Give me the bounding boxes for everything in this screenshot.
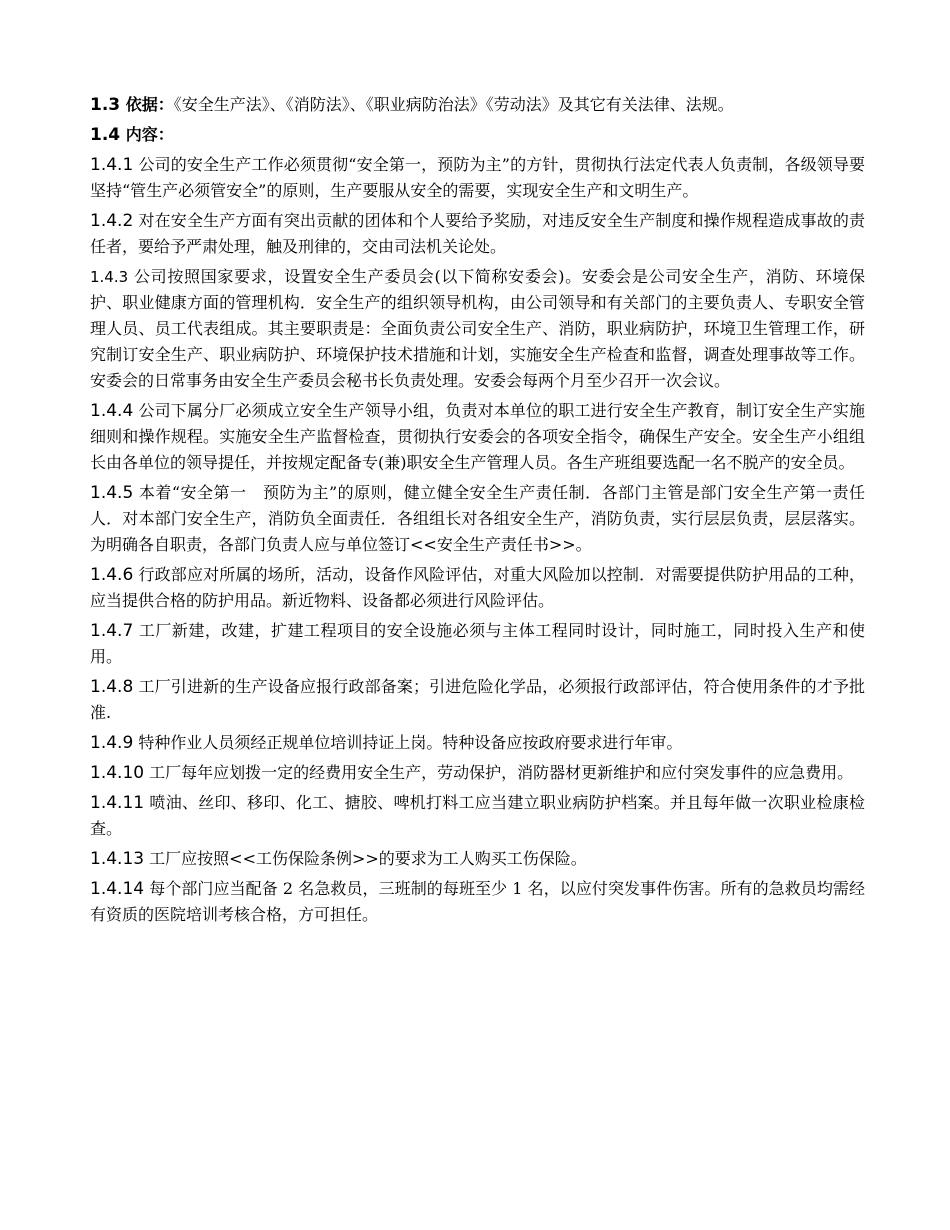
section-number: 1.4 xyxy=(90,125,121,145)
clause-1-4-2 xyxy=(90,208,865,260)
clause-1-4-10 xyxy=(90,760,865,786)
clause-number: 1.4.10 xyxy=(90,763,145,783)
clause-text: 公司下属分厂必须成立安全生产领导小组，负责对本单位的职工进行安全生产教育，制订安全生产实施细则和操作规程。实施安全生产监督检查，贯彻执行安委会的各项安全指令，确保生产安全。安全生产小组组长由各单位的领导提任，并按规定配备专(兼)职安全生产管理人员。各生产班组要选配一名不脱产的安全员。 xyxy=(90,401,865,472)
clause-text: 工厂应按照<<工伤保险条例>>的要求为工人购买工伤保险。 xyxy=(144,849,587,868)
clause-1-4-3 xyxy=(90,264,865,394)
clause-1-4-13 xyxy=(90,846,865,872)
clause-text: 本着“安全第一 预防为主”的原则，健立健全安全生产责任制．各部门主管是部门安全生产第一责任人．对本部门安全生产，消防负全面责任．各组组长对各组安全生产，消防负责，实行层层负责，层层落实。为明确各自职责，各部门负责人应与单位签订<<安全生产责任书>>。 xyxy=(90,483,865,554)
section-1-3 xyxy=(90,92,865,118)
section-number: 1.3 xyxy=(90,95,121,115)
clause-number: 1.4.2 xyxy=(90,211,134,231)
clause-1-4-11 xyxy=(90,790,865,842)
clause-number: 1.4.6 xyxy=(90,565,134,585)
clause-text: 工厂引进新的生产设备应报行政部备案；引进危险化学品，必须报行政部评估，符合使用条件的才予批准. xyxy=(90,677,865,722)
clause-1-4-4 xyxy=(90,398,865,476)
clause-1-4-5 xyxy=(90,480,865,558)
clause-text: 公司按照国家要求，设置安全生产委员会(以下简称安委会)。安委会是公司安全生产，消防、环境保护、职业健康方面的管理机构．安全生产的组织领导机构，由公司领导和有关部门的主要负责人、专职安全管理人员、员工代表组成。其主要职责是：全面负责公司安全生产、消防，职业病防护，环境卫生管理工作，研究制订安全生产、职业病防护、环境保护技术措施和计划，实施安全生产检查和监督，调查处理事故等工作。安委会的日常事务由安全生产委员会秘书长负责处理。安委会每两个月至少召开一次会议。 xyxy=(90,267,865,390)
clause-1-4-7 xyxy=(90,618,865,670)
document-body xyxy=(90,92,865,932)
clause-number: 1.4.14 xyxy=(90,879,145,899)
clause-number: 1.4.3 xyxy=(90,268,129,286)
clause-text: 行政部应对所属的场所，活动，设备作风险评估，对重大风险加以控制．对需要提供防护用品的工种，应当提供合格的防护用品。新近物料、设备都必须进行风险评估。 xyxy=(90,565,865,610)
clause-1-4-14 xyxy=(90,876,865,928)
clause-text: 特种作业人员须经正规单位培训持证上岗。特种设备应按政府要求进行年审。 xyxy=(133,733,683,752)
clause-number: 1.4.7 xyxy=(90,621,134,641)
clause-number: 1.4.9 xyxy=(90,733,134,753)
clause-1-4-6 xyxy=(90,562,865,614)
clause-text: 公司的安全生产工作必须贯彻“安全第一，预防为主”的方针，贯彻执行法定代表人负责制，各级领导要坚持“管生产必须管安全”的原则，生产要服从安全的需要，实现安全生产和文明生产。 xyxy=(90,155,865,200)
clause-text: 工厂新建，改建，扩建工程项目的安全设施必须与主体工程同时设计，同时施工，同时投入生产和使用。 xyxy=(90,621,865,666)
clause-number: 1.4.4 xyxy=(90,401,134,421)
clause-number: 1.4.1 xyxy=(90,155,134,175)
clause-text: 对在安全生产方面有突出贡献的团体和个人要给予奖励，对违反安全生产制度和操作规程造成事故的责任者，要给予严肃处理，触及刑律的，交由司法机关论处。 xyxy=(90,211,865,256)
clause-number: 1.4.11 xyxy=(90,793,145,813)
clause-1-4-9 xyxy=(90,730,865,756)
clause-text: 每个部门应当配备 2 名急救员，三班制的每班至少 1 名，以应付突发事件伤害。所有的急救员均需经有资质的医院培训考核合格，方可担任。 xyxy=(90,879,865,924)
section-heading: 内容： xyxy=(120,125,174,144)
clause-1-4-8 xyxy=(90,674,865,726)
section-text: 《安全生产法》、《消防法》、《职业病防治法》《劳动法》及其它有关法律、法规。 xyxy=(173,95,734,114)
clause-text: 喷油、丝印、移印、化工、搪胶、啤机打料工应当建立职业病防护档案。并且每年做一次职业检康检查。 xyxy=(90,793,865,838)
clause-number: 1.4.13 xyxy=(90,849,145,869)
clause-1-4-1 xyxy=(90,152,865,204)
clause-number: 1.4.8 xyxy=(90,677,134,697)
section-heading: 依据： xyxy=(120,95,174,114)
clause-text: 工厂每年应划拨一定的经费用安全生产，劳动保护，消防器材更新维护和应付突发事件的应急费用。 xyxy=(144,763,854,782)
clause-number: 1.4.5 xyxy=(90,483,134,503)
section-1-4 xyxy=(90,122,865,148)
